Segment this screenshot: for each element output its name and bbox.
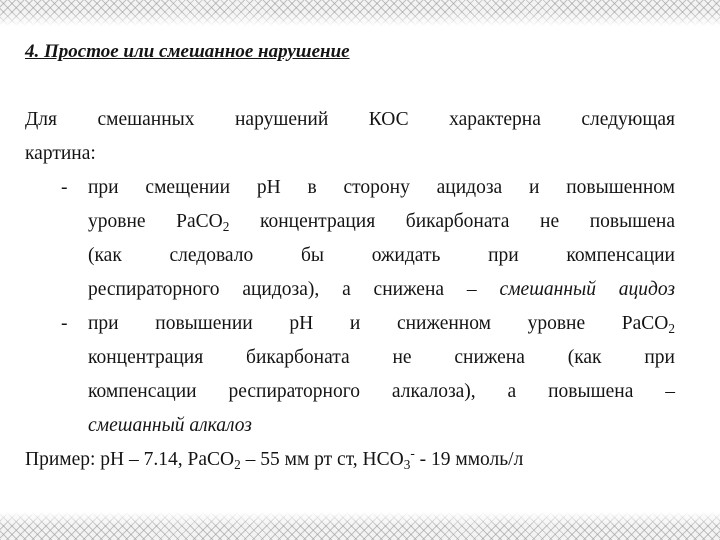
- list-item-acidosis: [25, 171, 675, 307]
- list-dash: -: [61, 177, 68, 198]
- intro-line-1: Для смешанных нарушений КОС характерна следующая: [25, 109, 675, 130]
- item-1-line-2: [88, 205, 675, 239]
- subscript: 2: [234, 456, 241, 472]
- example-text: - 19 ммоль/л: [414, 449, 524, 470]
- list-item-alkalosis: [25, 307, 675, 443]
- item-1-line-1: при смещении рН в сторону ацидоза и повышенном: [88, 177, 675, 198]
- item-2-line-3: компенсации респираторного алкалоза), а повышена –: [88, 381, 675, 402]
- item-1-text: уровне PaCO: [88, 211, 223, 232]
- list-dash: -: [61, 313, 68, 334]
- slide-content: [25, 38, 675, 477]
- item-1-line-3: (как следовало бы ожидать при компенсации: [88, 245, 675, 266]
- item-1-line-4: [88, 273, 675, 307]
- slide-body: [25, 103, 675, 477]
- item-1-text: концентрация бикарбоната не повышена: [229, 211, 675, 232]
- superscript: -: [410, 445, 415, 461]
- subscript: 3: [403, 456, 411, 472]
- item-2-line-1: [88, 307, 675, 341]
- hatched-border-top: [0, 0, 720, 26]
- example-text: – 55 мм рт ст, HCO: [240, 449, 404, 470]
- item-2-text: при повышении рН и сниженном уровне PaCO: [88, 313, 669, 334]
- mixed-alkalosis-term: смешанный алкалоз: [88, 415, 252, 436]
- subscript: 2: [222, 218, 230, 234]
- subscript: 2: [668, 320, 675, 336]
- item-2-line-2: концентрация бикарбоната не снижена (как при: [88, 347, 675, 368]
- mixed-acidosis-term: смешанный ацидоз: [499, 279, 675, 300]
- intro-line-2: картина:: [25, 143, 96, 164]
- item-1-text: респираторного ацидоза), а снижена –: [88, 279, 500, 300]
- example-text: Пример: рН – 7.14, PaCO: [25, 449, 235, 470]
- slide-heading: 4. Простое или смешанное нарушение: [25, 41, 350, 62]
- example-line: [25, 443, 675, 477]
- hatched-border-bottom: [0, 512, 720, 540]
